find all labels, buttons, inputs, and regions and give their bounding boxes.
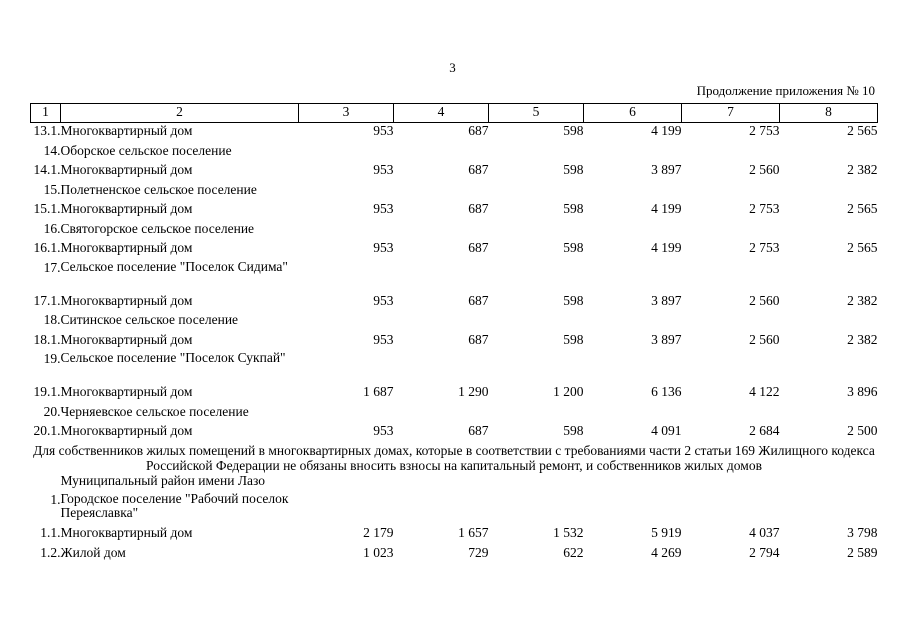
row-number: 18.1. bbox=[33, 331, 61, 347]
value-cell: 1 657 bbox=[458, 525, 489, 540]
value-cell: 2 684 bbox=[749, 423, 780, 438]
value-cell bbox=[299, 473, 394, 493]
value-cell: 953 bbox=[373, 331, 394, 347]
value-cell: 2 565 bbox=[847, 201, 878, 216]
table-row bbox=[31, 260, 878, 293]
value-cell bbox=[682, 143, 780, 163]
value-cell bbox=[584, 182, 682, 202]
value-cell: 598 bbox=[563, 201, 584, 216]
value-cell: 598 bbox=[563, 292, 584, 308]
table-row bbox=[31, 473, 878, 493]
value-cell: 4 122 bbox=[749, 384, 780, 399]
value-cell bbox=[489, 221, 584, 241]
note-text: Для собственников жилых помещений в многоквартирных домах, которые в соответствии с требованиями части 2 статьи 169 Жилищного кодекса Российской Федерации не обязаны вносить взносы на капитальный ремонт, и собственников жилых домов bbox=[33, 442, 875, 473]
row-name: Сельское поселение "Поселок Сукпай" bbox=[60, 350, 286, 365]
value-cell: 2 753 bbox=[749, 201, 780, 216]
value-cell bbox=[682, 492, 780, 525]
header-row bbox=[31, 104, 878, 123]
value-cell: 953 bbox=[373, 292, 394, 308]
value-cell bbox=[299, 351, 394, 384]
row-name: Городское поселение "Рабочий поселок Переяславка" bbox=[60, 491, 289, 520]
row-number: 18. bbox=[43, 312, 61, 327]
row-name: Жилой дом bbox=[60, 544, 126, 560]
value-cell bbox=[682, 473, 780, 493]
value-cell bbox=[682, 260, 780, 293]
row-number: 15.1. bbox=[33, 201, 61, 216]
value-cell: 2 382 bbox=[847, 162, 878, 177]
table-row bbox=[31, 143, 878, 163]
value-cell: 953 bbox=[373, 123, 394, 138]
row-name: Многоквартирный дом bbox=[60, 331, 193, 347]
value-cell bbox=[584, 221, 682, 241]
row-name: Многоквартирный дом bbox=[60, 240, 193, 255]
row-number: 1. bbox=[50, 492, 61, 507]
value-cell: 687 bbox=[468, 423, 489, 438]
value-cell bbox=[780, 404, 878, 424]
value-cell: 2 565 bbox=[847, 123, 878, 138]
value-cell: 687 bbox=[468, 292, 489, 308]
tariff-table bbox=[30, 103, 878, 564]
value-cell bbox=[489, 351, 584, 384]
row-number: 16.1. bbox=[33, 240, 61, 255]
row-number: 1.2. bbox=[40, 544, 61, 560]
table-row bbox=[31, 293, 878, 313]
header-cell: 6 bbox=[584, 104, 682, 123]
row-number: 13.1. bbox=[33, 123, 61, 138]
row-name: Многоквартирный дом bbox=[60, 162, 193, 177]
row-name: Муниципальный район имени Лазо bbox=[60, 472, 265, 488]
value-cell bbox=[682, 404, 780, 424]
value-cell: 687 bbox=[468, 331, 489, 347]
row-number: 14. bbox=[43, 142, 61, 158]
table-row bbox=[31, 240, 878, 260]
header-cell: 4 bbox=[394, 104, 489, 123]
value-cell bbox=[584, 351, 682, 384]
table-row bbox=[31, 492, 878, 525]
value-cell: 598 bbox=[563, 123, 584, 138]
row-name: Многоквартирный дом bbox=[60, 384, 193, 399]
value-cell bbox=[780, 312, 878, 332]
value-cell: 687 bbox=[468, 240, 489, 255]
value-cell: 729 bbox=[468, 544, 489, 560]
value-cell bbox=[584, 492, 682, 525]
row-number: 20. bbox=[43, 403, 61, 419]
value-cell: 2 560 bbox=[749, 331, 780, 347]
value-cell bbox=[394, 492, 489, 525]
table-row bbox=[31, 423, 878, 443]
page-number: 3 bbox=[449, 60, 456, 75]
value-cell bbox=[584, 473, 682, 493]
note-row bbox=[31, 443, 878, 473]
row-number: 19.1. bbox=[33, 384, 61, 399]
value-cell: 2 560 bbox=[749, 292, 780, 308]
value-cell: 598 bbox=[563, 240, 584, 255]
value-cell: 4 037 bbox=[749, 525, 780, 540]
row-name: Многоквартирный дом bbox=[60, 525, 193, 540]
value-cell: 4 199 bbox=[651, 201, 682, 216]
value-cell bbox=[394, 260, 489, 293]
table-row bbox=[31, 162, 878, 182]
table-row bbox=[31, 384, 878, 404]
header-cell: 2 bbox=[61, 104, 299, 123]
value-cell: 4 091 bbox=[651, 423, 682, 438]
row-number: 15. bbox=[43, 181, 61, 197]
value-cell: 3 897 bbox=[651, 162, 682, 177]
value-cell: 2 500 bbox=[847, 423, 878, 438]
header-cell: 5 bbox=[489, 104, 584, 123]
row-number: 1.1. bbox=[40, 525, 61, 540]
value-cell bbox=[489, 404, 584, 424]
value-cell bbox=[489, 473, 584, 493]
table-row bbox=[31, 545, 878, 565]
value-cell: 4 199 bbox=[651, 123, 682, 138]
value-cell bbox=[394, 473, 489, 493]
value-cell: 4 199 bbox=[651, 240, 682, 255]
row-number: 19. bbox=[43, 351, 61, 366]
row-number: 20.1. bbox=[33, 423, 61, 438]
value-cell bbox=[299, 404, 394, 424]
row-name: Многоквартирный дом bbox=[60, 123, 193, 138]
value-cell: 687 bbox=[468, 201, 489, 216]
value-cell bbox=[394, 351, 489, 384]
value-cell bbox=[489, 312, 584, 332]
value-cell bbox=[489, 143, 584, 163]
value-cell bbox=[682, 351, 780, 384]
value-cell bbox=[299, 312, 394, 332]
value-cell: 953 bbox=[373, 201, 394, 216]
value-cell: 598 bbox=[563, 423, 584, 438]
value-cell: 598 bbox=[563, 331, 584, 347]
value-cell bbox=[299, 260, 394, 293]
value-cell: 687 bbox=[468, 123, 489, 138]
value-cell bbox=[394, 182, 489, 202]
value-cell: 2 753 bbox=[749, 123, 780, 138]
value-cell: 2 560 bbox=[749, 162, 780, 177]
table-row bbox=[31, 221, 878, 241]
table-row bbox=[31, 404, 878, 424]
value-cell bbox=[780, 143, 878, 163]
row-name: Многоквартирный дом bbox=[60, 292, 193, 308]
value-cell: 2 179 bbox=[363, 525, 394, 540]
table-row bbox=[31, 525, 878, 545]
value-cell bbox=[682, 312, 780, 332]
value-cell bbox=[780, 260, 878, 293]
continuation-note: Продолжение приложения № 10 bbox=[696, 83, 875, 98]
value-cell: 1 687 bbox=[363, 384, 394, 399]
row-number: 17. bbox=[43, 259, 61, 275]
value-cell bbox=[682, 221, 780, 241]
row-name: Оборское сельское поселение bbox=[60, 142, 232, 158]
value-cell bbox=[584, 404, 682, 424]
value-cell: 3 896 bbox=[847, 384, 878, 399]
value-cell: 3 798 bbox=[847, 525, 878, 540]
value-cell bbox=[780, 473, 878, 493]
value-cell bbox=[299, 492, 394, 525]
table-row bbox=[31, 182, 878, 202]
value-cell: 622 bbox=[563, 544, 584, 560]
value-cell: 687 bbox=[468, 162, 489, 177]
row-name: Многоквартирный дом bbox=[60, 423, 193, 438]
value-cell: 5 919 bbox=[651, 525, 682, 540]
value-cell bbox=[394, 312, 489, 332]
value-cell bbox=[780, 182, 878, 202]
value-cell bbox=[682, 182, 780, 202]
value-cell: 1 532 bbox=[553, 525, 584, 540]
value-cell: 2 589 bbox=[847, 544, 878, 560]
value-cell: 953 bbox=[373, 423, 394, 438]
value-cell bbox=[584, 260, 682, 293]
table-row bbox=[31, 332, 878, 352]
value-cell: 953 bbox=[373, 240, 394, 255]
row-number: 14.1. bbox=[33, 162, 61, 177]
value-cell bbox=[780, 351, 878, 384]
header-cell: 8 bbox=[780, 104, 878, 123]
row-name: Многоквартирный дом bbox=[60, 201, 193, 216]
value-cell: 953 bbox=[373, 162, 394, 177]
table-row bbox=[31, 201, 878, 221]
value-cell: 1 023 bbox=[363, 544, 394, 560]
value-cell bbox=[489, 492, 584, 525]
header-cell: 1 bbox=[31, 104, 61, 123]
value-cell bbox=[489, 260, 584, 293]
row-name: Ситинское сельское поселение bbox=[60, 312, 239, 327]
value-cell bbox=[299, 182, 394, 202]
header-cell: 3 bbox=[299, 104, 394, 123]
row-name: Черняевское сельское поселение bbox=[60, 403, 249, 419]
value-cell bbox=[584, 312, 682, 332]
value-cell bbox=[780, 221, 878, 241]
value-cell bbox=[394, 404, 489, 424]
row-name: Сельское поселение "Поселок Сидима" bbox=[60, 258, 288, 274]
value-cell: 3 897 bbox=[651, 331, 682, 347]
value-cell: 2 753 bbox=[749, 240, 780, 255]
row-name: Полетненское сельское поселение bbox=[60, 181, 257, 197]
value-cell bbox=[394, 143, 489, 163]
table-row bbox=[31, 312, 878, 332]
value-cell bbox=[299, 143, 394, 163]
value-cell bbox=[299, 221, 394, 241]
value-cell: 6 136 bbox=[651, 384, 682, 399]
value-cell bbox=[394, 221, 489, 241]
value-cell bbox=[584, 143, 682, 163]
value-cell: 2 382 bbox=[847, 292, 878, 308]
value-cell: 1 290 bbox=[458, 384, 489, 399]
value-cell: 4 269 bbox=[651, 544, 682, 560]
value-cell: 1 200 bbox=[553, 384, 584, 399]
row-number: 16. bbox=[43, 220, 61, 236]
value-cell: 3 897 bbox=[651, 292, 682, 308]
table-row bbox=[31, 123, 878, 143]
row-number: 17.1. bbox=[33, 292, 61, 308]
value-cell: 598 bbox=[563, 162, 584, 177]
header-cell: 7 bbox=[682, 104, 780, 123]
value-cell: 2 565 bbox=[847, 240, 878, 255]
value-cell: 2 382 bbox=[847, 331, 878, 347]
value-cell bbox=[489, 182, 584, 202]
table-row bbox=[31, 351, 878, 384]
value-cell: 2 794 bbox=[749, 544, 780, 560]
value-cell bbox=[780, 492, 878, 525]
row-number bbox=[31, 473, 61, 493]
row-name: Святогорское сельское поселение bbox=[60, 220, 255, 236]
